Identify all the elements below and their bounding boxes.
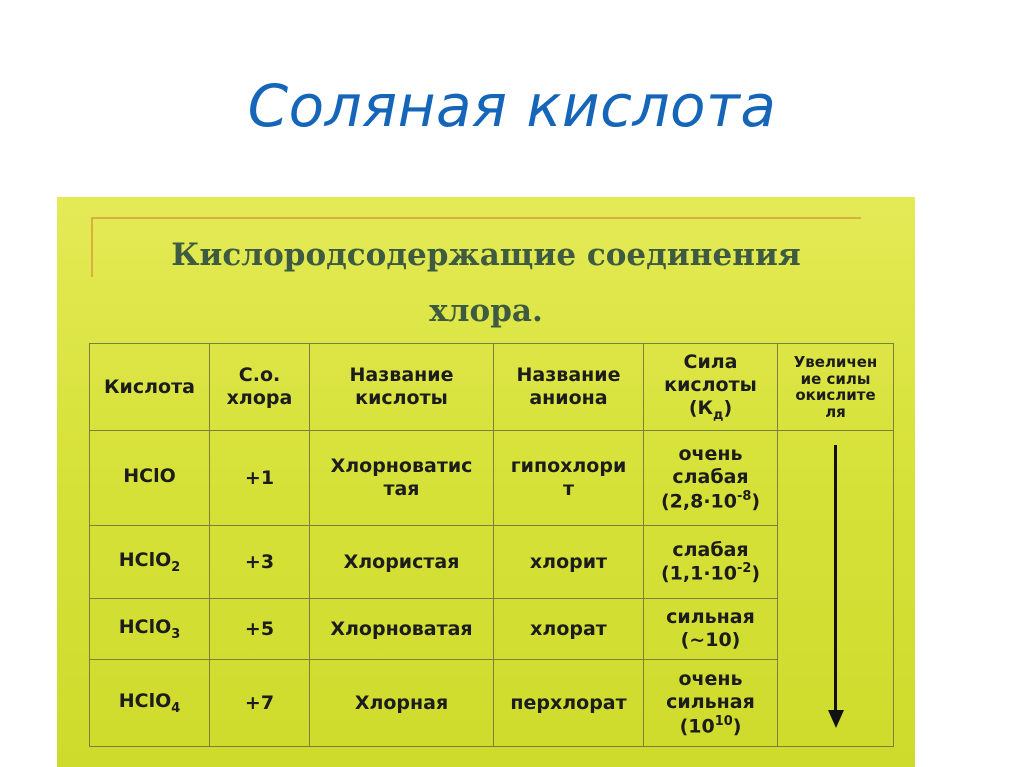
decorative-line <box>91 217 861 219</box>
anion-name: хлорит <box>494 526 644 599</box>
table-row <box>90 526 894 599</box>
acid-formula: HClO$_2$ <box>90 526 210 599</box>
acid-name: Хлорная <box>310 660 494 747</box>
acid-name: Хлористая <box>310 526 494 599</box>
header-oxidizing-increase: Увеличен ие силы окислите ля <box>778 344 894 431</box>
table-row <box>90 660 894 747</box>
content-panel <box>57 197 915 767</box>
acids-table <box>89 343 894 747</box>
acid-formula: HClO$_3$ <box>90 599 210 660</box>
header-oxidation-state: С.о. хлора <box>210 344 310 431</box>
panel-heading-line2: хлора. <box>429 293 543 329</box>
acid-strength: очень слабая $(2,8\cdot 10^{-8})$ <box>644 431 778 526</box>
panel-heading: Кислородсодержащие соединения <box>171 237 801 273</box>
oxidation-state: +3 <box>210 526 310 599</box>
oxidation-state: +7 <box>210 660 310 747</box>
acid-strength: слабая $(1,1\cdot 10^{-2})$ <box>644 526 778 599</box>
table-row <box>90 599 894 660</box>
header-anion-name: Название аниона <box>494 344 644 431</box>
slide-title: Соляная кислота <box>247 72 777 140</box>
anion-name: гипохлори т <box>494 431 644 526</box>
header-acid: Кислота <box>90 344 210 431</box>
header-acid-name: Название кислоты <box>310 344 494 431</box>
header-row <box>90 344 894 431</box>
table-row <box>90 431 894 526</box>
acid-formula: HClO <box>90 431 210 526</box>
acid-name: Хлорноватая <box>310 599 494 660</box>
acid-formula: HClO$_4$ <box>90 660 210 747</box>
acid-strength: сильная (~10) <box>644 599 778 660</box>
header-acid-strength: Сила кислоты $(К_д)$ <box>644 344 778 431</box>
anion-name: перхлорат <box>494 660 644 747</box>
trend-arrow-cell <box>778 431 894 747</box>
acid-strength: очень сильная $(10^{10})$ <box>644 660 778 747</box>
oxidation-state: +1 <box>210 431 310 526</box>
anion-name: хлорат <box>494 599 644 660</box>
oxidation-state: +5 <box>210 599 310 660</box>
acid-name: Хлорноватис тая <box>310 431 494 526</box>
